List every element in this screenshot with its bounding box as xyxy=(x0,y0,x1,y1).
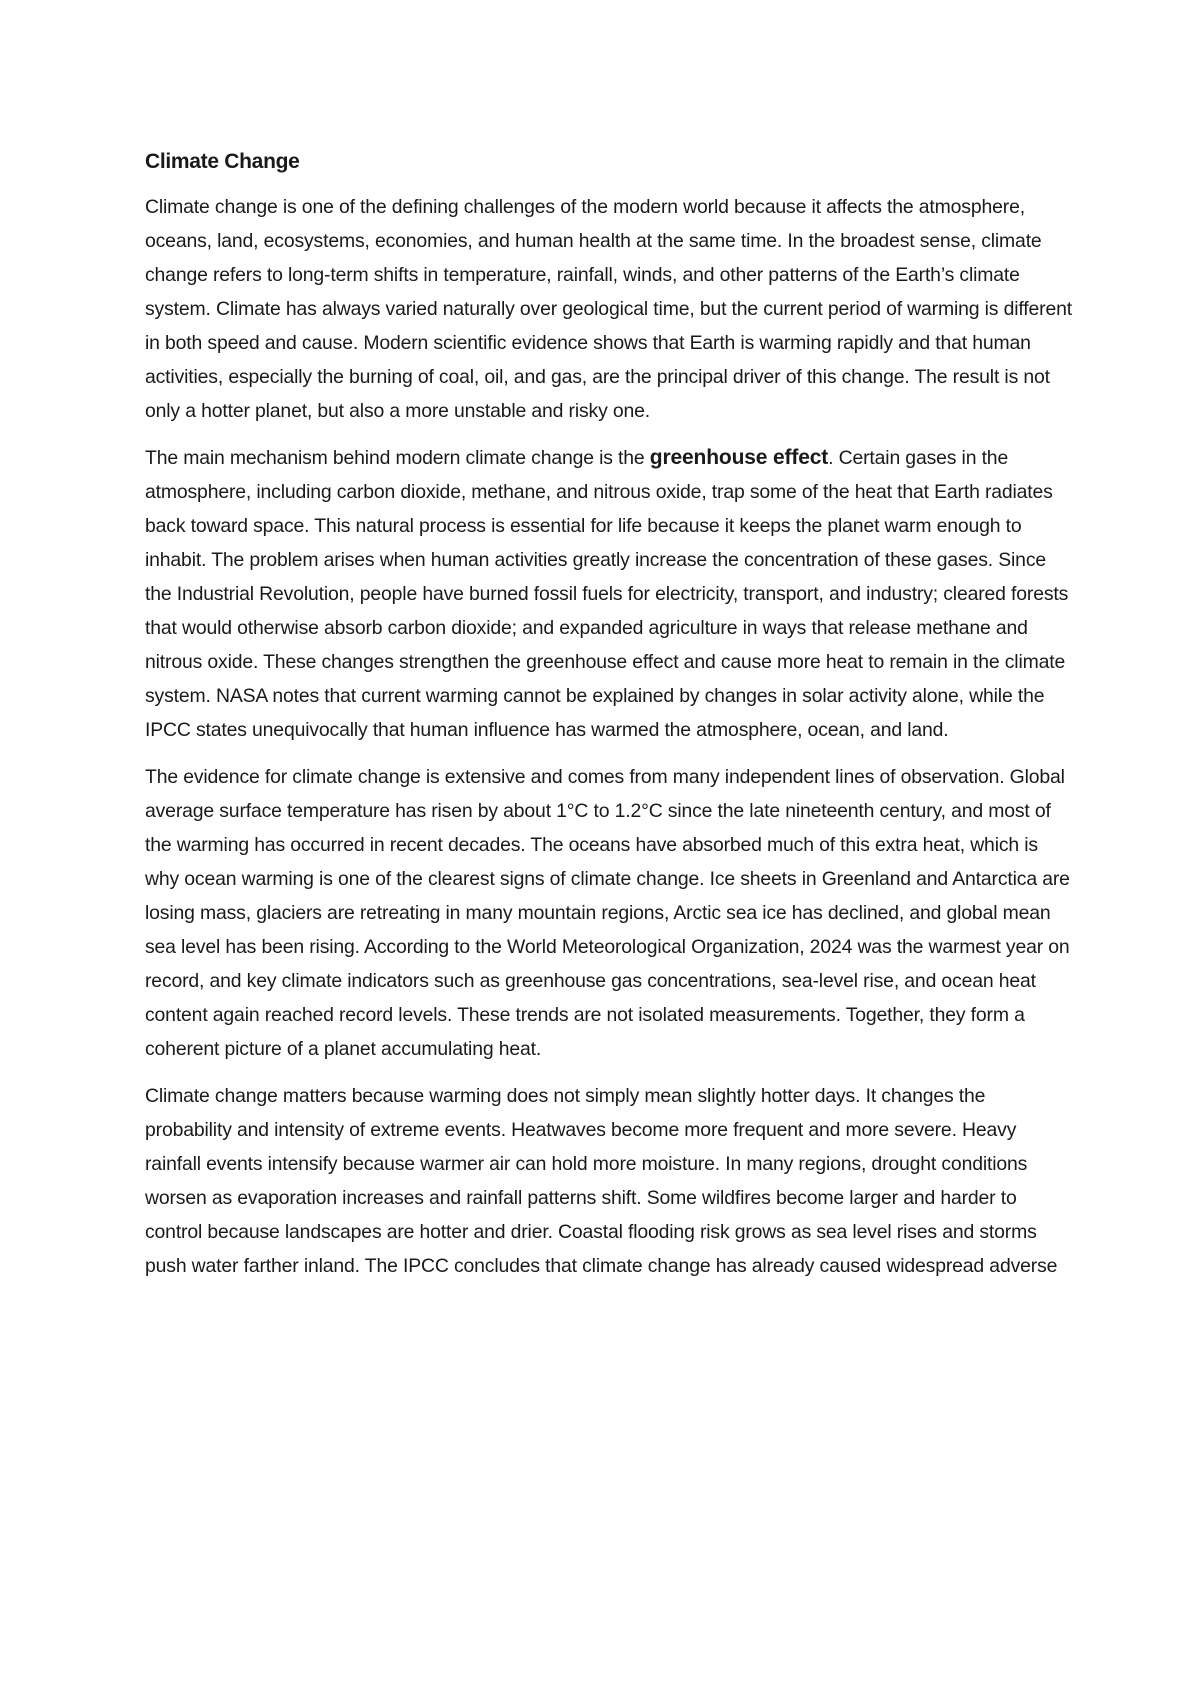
paragraph-greenhouse-mechanism xyxy=(145,441,1075,747)
paragraph-definition: Climate change is one of the defining challenges of the modern world because it affects the atmosphere, oceans, land, ecosystems, economies, and human health at the same time. In the broadest sense, climate change refers to long-term shifts in temperature, rainfall, winds, and other patterns of the Earth’s climate system. Climate has always varied naturally over geological time, but the current period of warming is different in both speed and cause. Modern scientific evidence shows that Earth is warming rapidly and that human activities, especially the burning of coal, oil, and gas, are the principal driver of this change. The result is not only a hotter planet, but also a more unstable and risky one. xyxy=(145,196,1072,422)
document-title: Climate Change xyxy=(145,150,300,173)
document-body xyxy=(145,145,1075,1296)
greenhouse-effect-term: greenhouse effect xyxy=(649,446,829,469)
paragraph-text-before: The main mechanism behind modern climate change is the xyxy=(145,447,650,469)
paragraph-evidence: The evidence for climate change is extensive and comes from many independent lines of observation. Global average surface temperature has risen by about 1°C to 1.2°C since the late nineteenth century, and most of the warming has occurred in recent decades. The oceans have absorbed much of this extra heat, which is why ocean warming is one of the clearest signs of climate change. Ice sheets in Greenland and Antarctica are losing mass, glaciers are retreating in many mountain regions, Arctic sea ice has declined, and global mean sea level has been rising. According to the World Meteorological Organization, 2024 was the warmest year on record, and key climate indicators such as greenhouse gas concentrations, sea-level rise, and ocean heat content again reached record levels. These trends are not isolated measurements. Together, they form a coherent picture of a planet accumulating heat. xyxy=(145,766,1070,1060)
paragraph-impacts: Climate change matters because warming does not simply mean slightly hotter days. It changes the probability and intensity of extreme events. Heatwaves become more frequent and more severe. Heavy rainfall events intensify because warmer air can hold more moisture. In many regions, drought conditions worsen as evaporation increases and rainfall patterns shift. Some wildfires become larger and harder to control because landscapes are hotter and drier. Coastal flooding risk grows as sea level rises and storms push water farther inland. The IPCC concludes that climate change has already caused widespread adverse xyxy=(145,1085,1058,1277)
paragraph-text-after: . Certain gases in the atmosphere, including carbon dioxide, methane, and nitrous oxide, trap some of the heat that Earth radiates back toward space. This natural process is essential for life because it keeps the planet warm enough to inhabit. The problem arises when human activities greatly increase the concentration of these gases. Since the Industrial Revolution, people have burned fossil fuels for electricity, transport, and industry; cleared forests that would otherwise absorb carbon dioxide; and expanded agriculture in ways that release methane and nitrous oxide. These changes strengthen the greenhouse effect and cause more heat to remain in the climate system. NASA notes that current warming cannot be explained by changes in solar activity alone, while the IPCC states unequivocally that human influence has warmed the atmosphere, ocean, and land. xyxy=(145,447,1069,741)
